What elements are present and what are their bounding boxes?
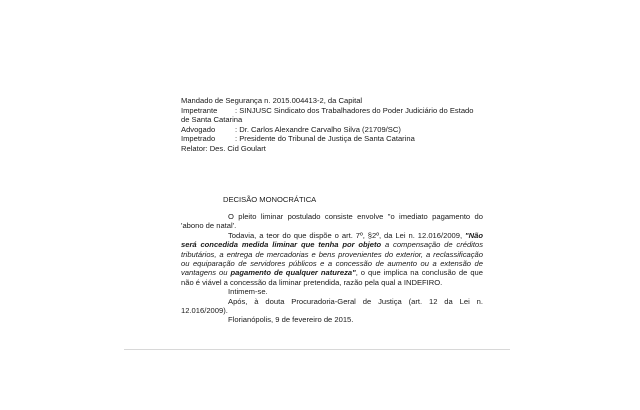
impetrado-value: : Presidente do Tribunal de Justiça de Santa Catarina: [235, 134, 415, 144]
date-line: Florianópolis, 9 de fevereiro de 2015.: [228, 315, 354, 325]
paragraph-2: [181, 231, 483, 287]
impetrante-value: : SINJUSC Sindicato dos Trabalhadores do Poder Judiciário do Estado: [235, 105, 474, 115]
case-header: [181, 96, 483, 154]
p2-italic-quote: a compensação de créditos tributários, a entrega de mercadorias e bens provenientes do exterior, a reclassificação ou equiparação de servidores públicos e a concessão de aumento ou a extensão de vantagens ou: [181, 240, 483, 278]
impetrante-label: Impetrante: [181, 105, 218, 115]
p2-conclusion: , o que implica na conclusão de que não é viável a concessão da liminar pretendida, razão pela qual a INDEFIRO.: [181, 268, 483, 287]
case-number: Mandado de Segurança n. 2015.004413-2, da Capital: [181, 96, 363, 105]
advogado-row: [181, 125, 483, 135]
advogado-value: : Dr. Carlos Alexandre Carvalho Silva (21709/SC): [235, 124, 401, 134]
paragraph-1: O pleito liminar postulado consiste envolve "o imediato pagamento do 'abono de natal'.: [181, 212, 483, 231]
p2-bold-quote-end: pagamento de qualquer natureza": [230, 268, 356, 278]
p2-intro: Todavia, a teor do que dispõe o art. 7º, §2º, da Lei n. 12.016/2009,: [228, 230, 466, 240]
decision-body: [181, 212, 483, 325]
impetrado-row: [181, 134, 483, 144]
divider: [124, 349, 510, 350]
paragraph-intimem: Intimem-se.: [228, 287, 268, 297]
impetrante-row: [181, 106, 483, 116]
advogado-label: Advogado: [181, 124, 216, 134]
relator: Relator: Des. Cid Goulart: [181, 143, 266, 153]
impetrante-continuation: de Santa Catarina: [181, 115, 243, 125]
impetrado-label: Impetrado: [181, 134, 216, 144]
decision-title: DECISÃO MONOCRÁTICA: [223, 195, 317, 204]
p2-bold-quote: "Não será concedida medida liminar que tenha por objeto: [181, 230, 483, 250]
paragraph-apos: Após, à douta Procuradoria-Geral de Justiça (art. 12 da Lei n. 12.016/2009).: [181, 296, 483, 316]
